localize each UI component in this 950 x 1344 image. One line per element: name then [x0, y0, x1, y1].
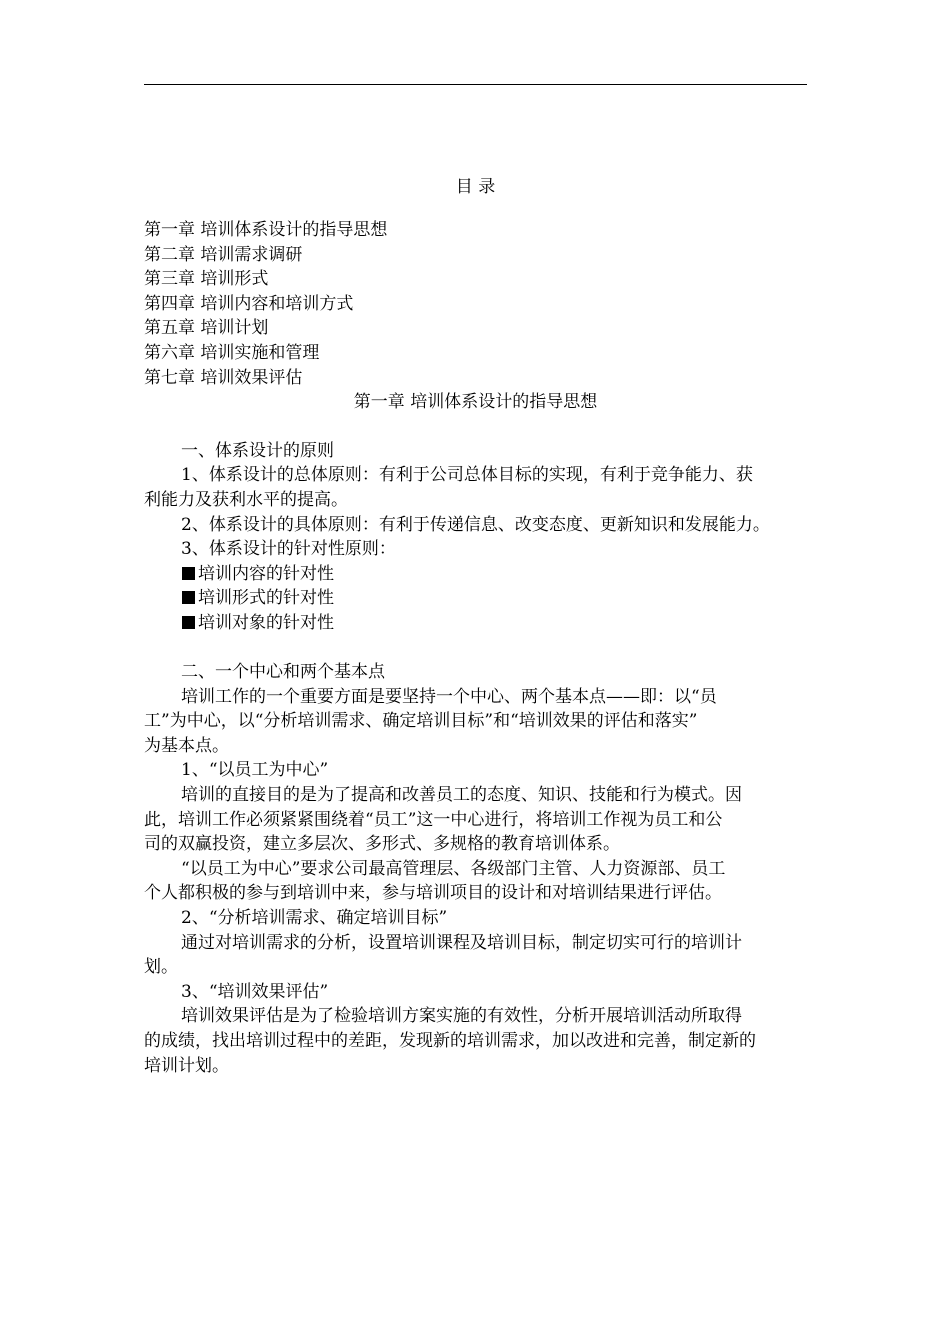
subsection-title: 2、“分析培训需求、确定培训目标” [181, 908, 448, 929]
paragraph-line: 划。 [144, 957, 178, 978]
toc-item: 第二章 培训需求调研 [144, 244, 303, 265]
toc-item: 第一章 培训体系设计的指导思想 [144, 220, 388, 240]
paragraph-line: 的成绩，找出培训过程中的差距，发现新的培训需求，加以改进和完善，制定新的 [144, 1031, 756, 1051]
bullet-item [144, 586, 807, 611]
bullet-text: 培训内容的针对性 [198, 563, 334, 584]
toc-item: 第四章 培训内容和培训方式 [144, 293, 354, 314]
section-title: 二、一个中心和两个基本点 [181, 662, 385, 683]
toc-item: 第三章 培训形式 [144, 269, 269, 290]
header-rule [144, 84, 807, 85]
section-title: 一、体系设计的原则 [181, 440, 334, 461]
square-bullet-icon [182, 567, 195, 580]
paragraph-line: 为基本点。 [144, 735, 229, 756]
toc-item: 第七章 培训效果评估 [144, 367, 303, 388]
paragraph-line: 培训计划。 [144, 1055, 229, 1076]
paragraph-line: “以员工为中心”要求公司最高管理层、各级部门主管、人力资源部、员工 [181, 858, 726, 879]
paragraph-line: 工”为中心，以“分析培训需求、确定培训目标”和“培训效果的评估和落实” [144, 711, 698, 732]
paragraph-line: 培训的直接目的是为了提高和改善员工的态度、知识、技能和行为模式。因 [181, 785, 742, 806]
paragraph-line: 此，培训工作必须紧紧围绕着“员工”这一中心进行，将培训工作视为员工和公 [144, 809, 723, 830]
toc-item: 第六章 培训实施和管理 [144, 342, 320, 363]
paragraph-line: 2、体系设计的具体原则：有利于传递信息、改变态度、更新知识和发展能力。 [181, 514, 770, 535]
paragraph-line: 个人都积极的参与到培训中来，参与培训项目的设计和对培训结果进行评估。 [144, 883, 722, 904]
paragraph-line: 司的双赢投资，建立多层次、多形式、多规格的教育培训体系。 [144, 834, 620, 855]
toc-title: 目 录 [455, 177, 496, 197]
bullet-item [144, 611, 807, 636]
square-bullet-icon [182, 591, 195, 604]
paragraph-line: 通过对培训需求的分析，设置培训课程及培训目标，制定切实可行的培训计 [181, 932, 742, 953]
toc-item: 第五章 培训计划 [144, 318, 269, 339]
blank-line [144, 636, 807, 661]
chapter-heading: 第一章 培训体系设计的指导思想 [353, 392, 598, 413]
subsection-title: 1、“以员工为中心” [181, 760, 329, 781]
bullet-text: 培训形式的针对性 [198, 588, 334, 609]
subsection-title: 3、“培训效果评估” [181, 981, 329, 1002]
toc-list [144, 218, 807, 390]
bullet-item [144, 562, 807, 587]
paragraph-line: 利能力及获利水平的提高。 [144, 489, 348, 510]
bullet-text: 培训对象的针对性 [198, 612, 334, 633]
square-bullet-icon [182, 616, 195, 629]
paragraph-line: 培训效果评估是为了检验培训方案实施的有效性，分析开展培训活动所取得 [181, 1006, 742, 1027]
paragraph-line: 培训工作的一个重要方面是要坚持一个中心、两个基本点——即：以“员 [181, 686, 717, 707]
document-body [144, 170, 807, 1078]
paragraph-line: 1、体系设计的总体原则：有利于公司总体目标的实现，有利于竞争能力、获 [181, 465, 753, 486]
paragraph-line: 3、体系设计的针对性原则： [181, 539, 396, 560]
